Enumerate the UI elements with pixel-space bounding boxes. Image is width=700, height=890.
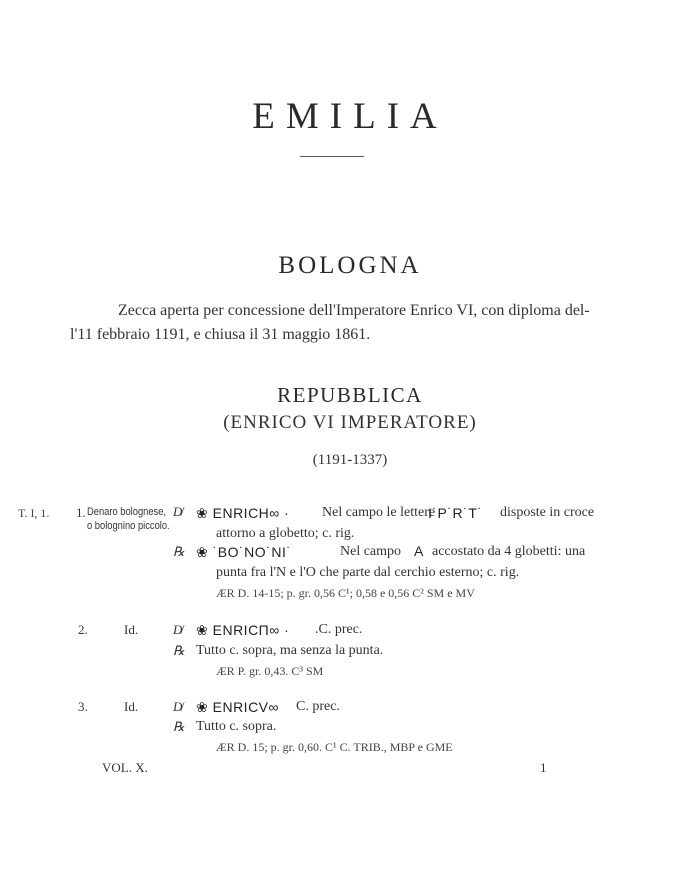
title-divider xyxy=(300,156,364,157)
entry-number: 2. xyxy=(78,622,88,637)
section-heading: REPUBBLICA xyxy=(277,383,423,407)
reverse-text: Nel campo xyxy=(340,544,402,559)
reverse-symbol: ℞ xyxy=(173,544,185,559)
obverse-legend: ❀ ENRICV∞ xyxy=(196,699,279,715)
plate-reference: T. I, 1. xyxy=(18,506,50,520)
coin-description: Id. xyxy=(124,699,139,714)
reverse-symbol: ℞ xyxy=(173,719,185,734)
coin-metadata: ÆR P. gr. 0,43. C³ SM xyxy=(216,664,324,678)
entry-number: 3. xyxy=(78,699,88,714)
volume-label: VOL. X. xyxy=(102,760,148,775)
obverse-text-line2: attorno a globetto; c. rig. xyxy=(216,526,355,541)
obverse-text: .C. prec. xyxy=(315,622,363,637)
intro-line-2: l'11 febbraio 1191, e chiusa il 31 maggio 1861. xyxy=(70,326,371,343)
obverse-symbol: D̸ xyxy=(173,622,183,637)
page-number: 1 xyxy=(540,760,547,775)
obverse-symbol: D̸ xyxy=(173,699,183,714)
obverse-legend: ❀ ENRICH∞ · xyxy=(196,505,290,521)
obverse-symbol: D̸ xyxy=(173,504,183,519)
coin-metadata: ÆR D. 14-15; p. gr. 0,56 C¹; 0,58 e 0,56 C² SM e MV xyxy=(216,586,475,600)
reverse-legend: ❀ ˙BO˙NO˙NI˙ xyxy=(196,544,292,560)
obverse-text: C. prec. xyxy=(296,699,340,714)
reverse-text: Tutto c. sopra, ma senza la punta. xyxy=(196,643,384,658)
intro-line-1: Zecca aperta per concessione dell'Imperatore Enrico VI, con diploma del- xyxy=(118,302,590,319)
obverse-legend-field: I˙P˙R˙T˙ xyxy=(428,505,483,521)
reverse-symbol: ℞ xyxy=(173,643,185,658)
reverse-text-cont: accostato da 4 globetti: una xyxy=(432,544,586,559)
city-heading: BOLOGNA xyxy=(278,252,422,279)
reverse-text-line2: punta fra l'N e l'O che parte dal cerchio esterno; c. rig. xyxy=(216,565,520,580)
obverse-text: Nel campo le lettere xyxy=(322,505,436,520)
coin-description-cont: o bolognino piccolo. xyxy=(87,520,170,532)
coin-description: Id. xyxy=(124,622,139,637)
period-years: (1191-1337) xyxy=(312,452,388,468)
reverse-text: Tutto c. sopra. xyxy=(196,719,277,734)
coin-description: Denaro bolognese, xyxy=(87,506,167,518)
obverse-legend: ❀ ENRICΠ∞ · xyxy=(196,622,290,638)
entry-number: 1. xyxy=(76,505,86,520)
subsection-heading: (ENRICO VI IMPERATORE) xyxy=(223,412,477,433)
reverse-legend-field: A xyxy=(414,543,424,559)
page-title: EMILIA xyxy=(252,96,448,137)
coin-metadata: ÆR D. 15; p. gr. 0,60. C¹ C. TRIB., MBP e GME xyxy=(216,740,453,754)
obverse-text-cont: disposte in croce xyxy=(500,505,595,520)
